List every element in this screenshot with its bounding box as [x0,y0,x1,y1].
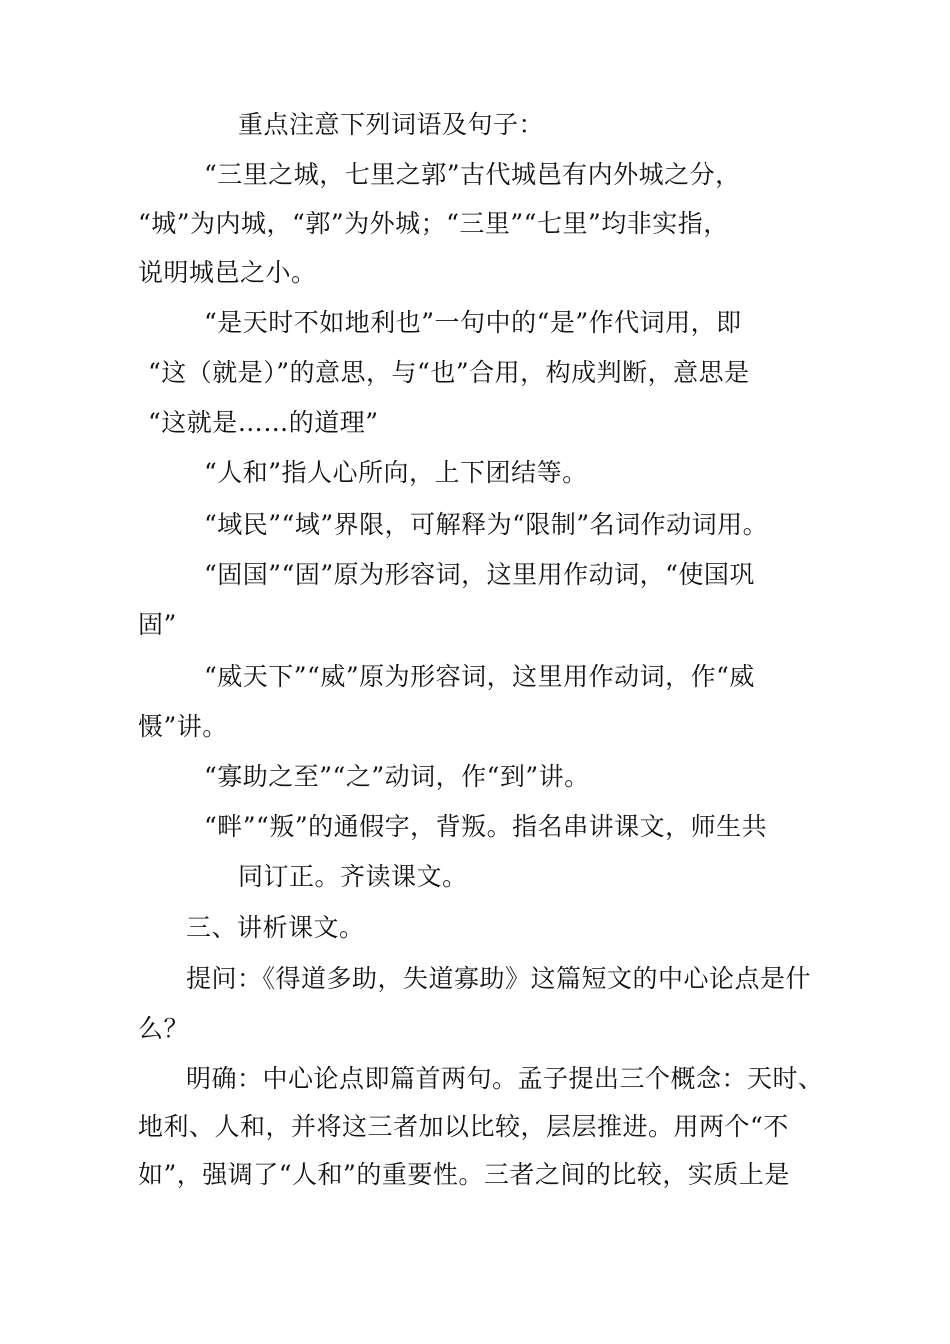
text-line: “寡助之至”“之”动词，作“到”讲。 [204,762,590,791]
text-line: 慑”讲。 [138,712,228,741]
text-line: “城”为内城，“郭”为外城；“三里”“七里”均非实指， [138,209,729,238]
text-line: 地利、人和，并将这三者加以比较，层层推进。用两个“不 [138,1112,789,1141]
text-line: 重点注意下列词语及句子： [238,110,545,139]
text-line: “这就是……的道理” [148,408,379,437]
section-heading: 三、讲析课文。 [186,913,365,942]
text-line: 同订正。齐读课文。 [238,862,468,891]
text-line: “威天下”“威”原为形容词，这里用作动词，作“威 [204,662,755,691]
text-line: 提问：《得道多助，失道寡助》这篇短文的中心论点是什 [186,964,812,993]
text-line: 明确：中心论点即篇首两句。孟子提出三个概念：天时、 [186,1064,824,1093]
text-line: “域民”“域”界限，可解释为“限制”名词作动词用。 [204,510,769,539]
text-line: “畔”“叛”的通假字，背叛。指名串讲课文，师生共 [204,812,768,841]
text-line: 固” [138,610,177,639]
text-line: 么？ [138,1014,190,1043]
text-line: “三里之城，七里之郭”古代城邑有内外城之分， [204,160,741,189]
text-line: “是天时不如地利也”一句中的“是”作代词用，即 [204,308,742,337]
text-line: “人和”指人心所向，上下团结等。 [204,458,588,487]
text-line: 说明城邑之小。 [138,258,317,287]
text-line: 如”，强调了“人和”的重要性。三者之间的比较，实质上是 [138,1160,790,1189]
text-line: “这（就是）”的意思，与“也”合用，构成判断，意思是 [148,358,750,387]
text-line: “固国”“固”原为形容词，这里用作动词，“使国巩 [204,560,755,589]
